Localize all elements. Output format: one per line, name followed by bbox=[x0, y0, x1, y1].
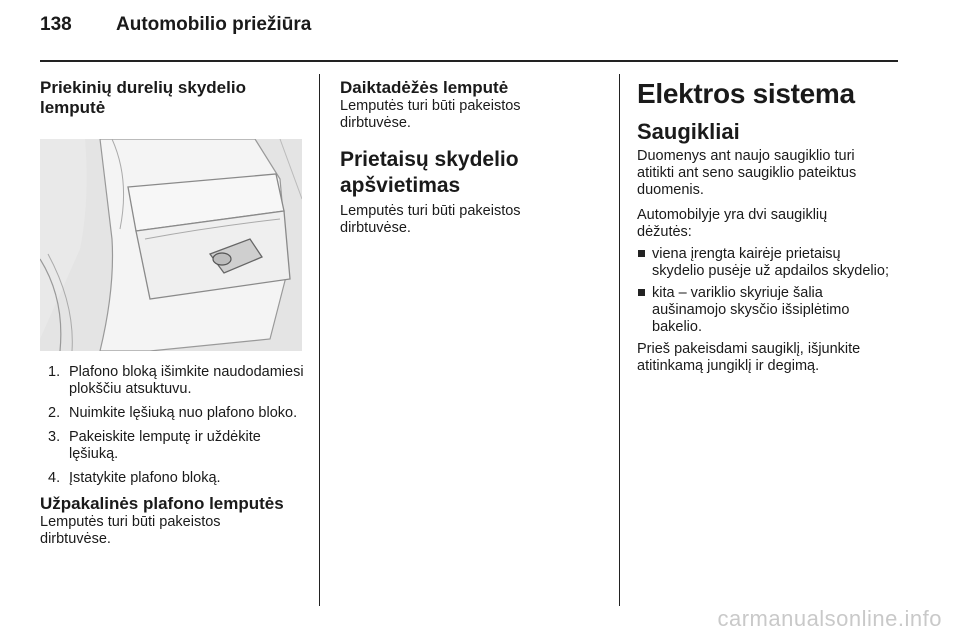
section-heading: Saugikliai bbox=[637, 119, 740, 144]
body-text: Lemputės turi būti pakeistos dirbtuvėse. bbox=[340, 98, 521, 131]
bullet-square-icon bbox=[638, 289, 645, 296]
page-title: Automobilio priežiūra bbox=[116, 14, 312, 35]
header-rule bbox=[40, 60, 898, 62]
body-text: Automobilyje yra dvi saugiklių dėžutės: bbox=[637, 207, 828, 240]
body-text: Duomenys ant naujo saugiklio turi atitikti ant seno saugiklio pateiktus duomenis. bbox=[637, 148, 857, 198]
page-number: 138 bbox=[40, 14, 72, 35]
watermark: carmanualsonline.info bbox=[717, 606, 942, 631]
list-item: 1. Plafono bloką išimkite naudodamiesi plokščiu atsuktuvu. bbox=[48, 364, 304, 397]
steps-list bbox=[40, 364, 305, 487]
list-item: 3. Pakeiskite lemputę ir uždėkite lęšiuką. bbox=[48, 429, 261, 462]
column-divider bbox=[319, 74, 320, 606]
column-3 bbox=[637, 78, 892, 375]
section-heading: Daiktadėžės lemputė bbox=[340, 78, 509, 97]
list-item: 4. Įstatykite plafono bloką. bbox=[48, 470, 221, 486]
body-text: Lemputės turi būti pakeistos dirbtuvėse. bbox=[340, 203, 521, 236]
body-text: Prieš pakeisdami saugiklį, išjunkite atitinkamą jungiklį ir degimą. bbox=[637, 341, 861, 374]
list-item: viena įrengta kairėje prietaisų skydelio pusėje už apdailos skydelio; bbox=[637, 246, 892, 280]
list-item: 2. Nuimkite lęšiuką nuo plafono bloko. bbox=[48, 405, 298, 421]
column-1 bbox=[40, 78, 305, 548]
section-heading: Prietaisų skydelio apšvietimas bbox=[340, 148, 519, 197]
page-header bbox=[40, 14, 311, 36]
section-heading: Priekinių durelių skydelio lemputė bbox=[40, 78, 246, 117]
column-2 bbox=[340, 78, 610, 237]
bullet-list bbox=[637, 246, 892, 336]
list-item: kita – variklio skyriuje šalia aušinamojo skysčio išsiplėtimo bakelio. bbox=[637, 285, 892, 336]
chapter-heading: Elektros sistema bbox=[637, 78, 855, 109]
bullet-square-icon bbox=[638, 250, 645, 257]
body-text: Lemputės turi būti pakeistos dirbtuvėse. bbox=[40, 514, 221, 547]
column-divider bbox=[619, 74, 620, 606]
section-heading: Užpakalinės plafono lemputės bbox=[40, 494, 284, 513]
door-panel-lamp-illustration bbox=[40, 139, 302, 351]
